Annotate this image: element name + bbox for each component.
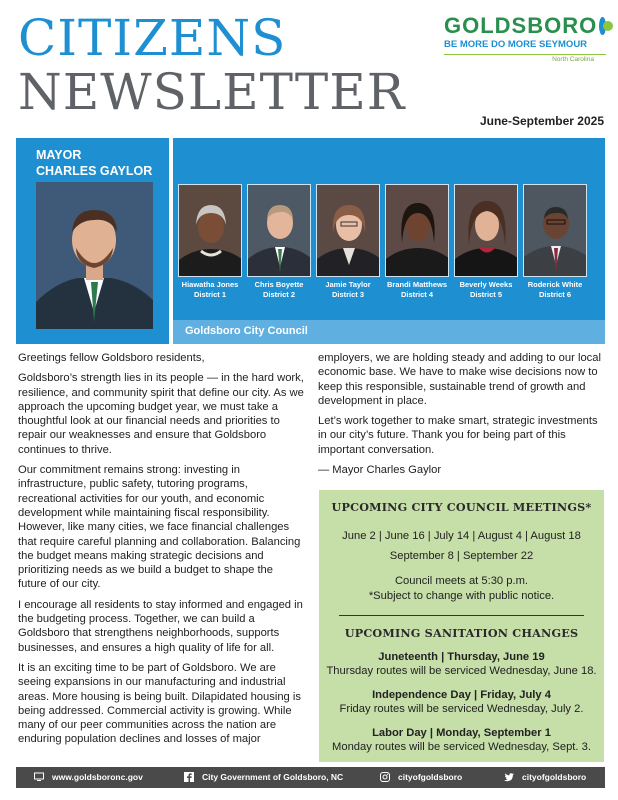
footer-facebook-link[interactable]: City Government of Goldsboro, NC [202,772,344,782]
logo-state: North Carolina [552,56,594,63]
council-member-district: District 3 [331,290,365,299]
footer-twitter-link[interactable]: cityofgoldsboro [522,772,587,782]
logo-wordmark-text: GOLDSBORO [444,13,598,38]
council-member-photo [178,184,242,277]
announcements-box [319,490,604,762]
letter-signature: — Mayor Charles Gaylor [318,464,442,477]
sanitation-heading: UPCOMING SANITATION CHANGES [344,626,579,640]
council-member-name: Chris Boyette [254,280,304,289]
letter-paragraph: I encourage all residents to stay informed and engaged in the budgeting process. Together, we can build a Goldsboro that strengthens neighborhoods, supports businesses, and ensures a high quality of life for all. [18,598,303,654]
letter-paragraph: employers, we are holding steady and adding to our local economic base. We have to make wise decisions now to keep this responsible, sustainable trend of growth and development in place. [318,352,601,407]
footer-instagram-link[interactable]: cityofgoldsboro [398,772,463,782]
council-member-photo [385,184,449,277]
footer-bar [16,767,605,788]
footer-instagram[interactable] [380,772,462,782]
council-member-photo [247,184,311,277]
logo-globe-icon [599,17,606,35]
council-member-district: District 5 [469,290,503,299]
letter-greeting: Greetings fellow Goldsboro residents, [18,352,205,364]
council-member-district: District 2 [262,290,296,299]
holiday-title: Juneteenth | Thursday, June 19 [378,651,545,663]
mayor-title [36,147,152,179]
logo-tagline: BE MORE DO MORE SEYMOUR [444,39,588,50]
council-member-photo [523,184,587,277]
issue-date: June-September 2025 [479,114,604,128]
council-label-bar [173,320,605,344]
footer-twitter[interactable] [504,772,586,782]
twitter-icon [504,772,514,782]
council-member-name: Roderick White [527,280,583,289]
mayor-title-line2: CHARLES GAYLOR [36,164,153,178]
leadership-banner [16,138,605,344]
instagram-icon [380,772,390,782]
letter-paragraph: Let’s work together to make smart, strategic investments in our city’s future. Thank you for being part of this important conversation. [318,415,598,456]
facebook-icon [184,772,194,782]
goldsboro-logo [444,14,606,70]
council-member [454,184,518,300]
council-member-photo [454,184,518,277]
council-member-name: Brandi Matthews [386,280,447,289]
box-divider [339,615,584,616]
council-member-district: District 4 [400,290,434,299]
letter-column-left [18,351,304,753]
meeting-time-note: Council meets at 5:30 p.m. [394,575,529,587]
holiday-title: Independence Day | Friday, July 4 [372,689,551,701]
holiday-note: Friday routes will be serviced Wednesday, July 2. [339,703,584,715]
council-member-name: Beverly Weeks [459,280,513,289]
letter-paragraph: It is an exciting time to be part of Goldsboro. We are seeing expansions in our manufacturing and industrial areas. More housing is being built. Dilapidated housing is being addressed. Commercial activity is growing. While many of our peer communities across the nation are enduring population declines and losses of major [18,661,301,746]
mayor-photo [36,182,153,329]
council-label: Goldsboro City Council [185,325,308,337]
council-member-name: Hiawatha Jones [181,280,239,289]
meeting-dates-line1: June 2 | June 16 | July 14 | August 4 | August 18 [342,530,581,542]
holiday-title: Labor Day | Monday, September 1 [372,727,551,739]
meeting-dates-line2: September 8 | September 22 [389,550,534,562]
holiday-note: Monday routes will be serviced Wednesday, Sept. 3. [332,741,591,753]
council-member [523,184,587,300]
holiday-note: Thursday routes will be serviced Wednesday, June 18. [326,665,597,677]
council-member-district: District 6 [538,290,572,299]
council-member-photo [316,184,380,277]
footer-website[interactable] [34,772,143,782]
newsletter-title-line2: NEWSLETTER [18,63,406,121]
council-member-district: District 1 [193,290,227,299]
letter-paragraph: Goldsboro’s strength lies in its people — in the hard work, resilience, and community spirit that define our city. As we approach the upcoming budget year, we must take a thoughtful look at our financial needs and priorities to repair our weaknesses and ensure that Goldsboro continues to thrive. [18,372,304,456]
banner-divider [169,138,173,344]
council-members [178,184,598,300]
council-member-name: Jamie Taylor [325,280,371,289]
council-member [247,184,311,300]
monitor-icon [34,772,44,782]
letter-column-right [318,351,608,483]
logo-wordmark [444,14,606,38]
council-member [385,184,449,300]
mayor-title-line1: MAYOR [36,148,82,162]
meetings-heading: UPCOMING CITY COUNCIL MEETINGS* [331,500,592,514]
newsletter-title-line1: CITIZENS [18,9,287,67]
council-member [316,184,380,300]
footer-website-link[interactable]: www.goldsboronc.gov [52,772,143,782]
letter-paragraph: Our commitment remains strong: investing in infrastructure, public safety, tutoring programs, recreational activities for our youth, and economic development while maintaining fiscal responsibility. However, like many cities, we face financial challenges that require careful planning and collaboration. Balancing the budget means making strategic decisions and prioritizing needs as we build a budget to shape the future of our city. [18,464,301,591]
council-member [178,184,242,300]
meeting-change-note: *Subject to change with public notice. [368,590,555,602]
footer-facebook[interactable] [184,772,343,782]
